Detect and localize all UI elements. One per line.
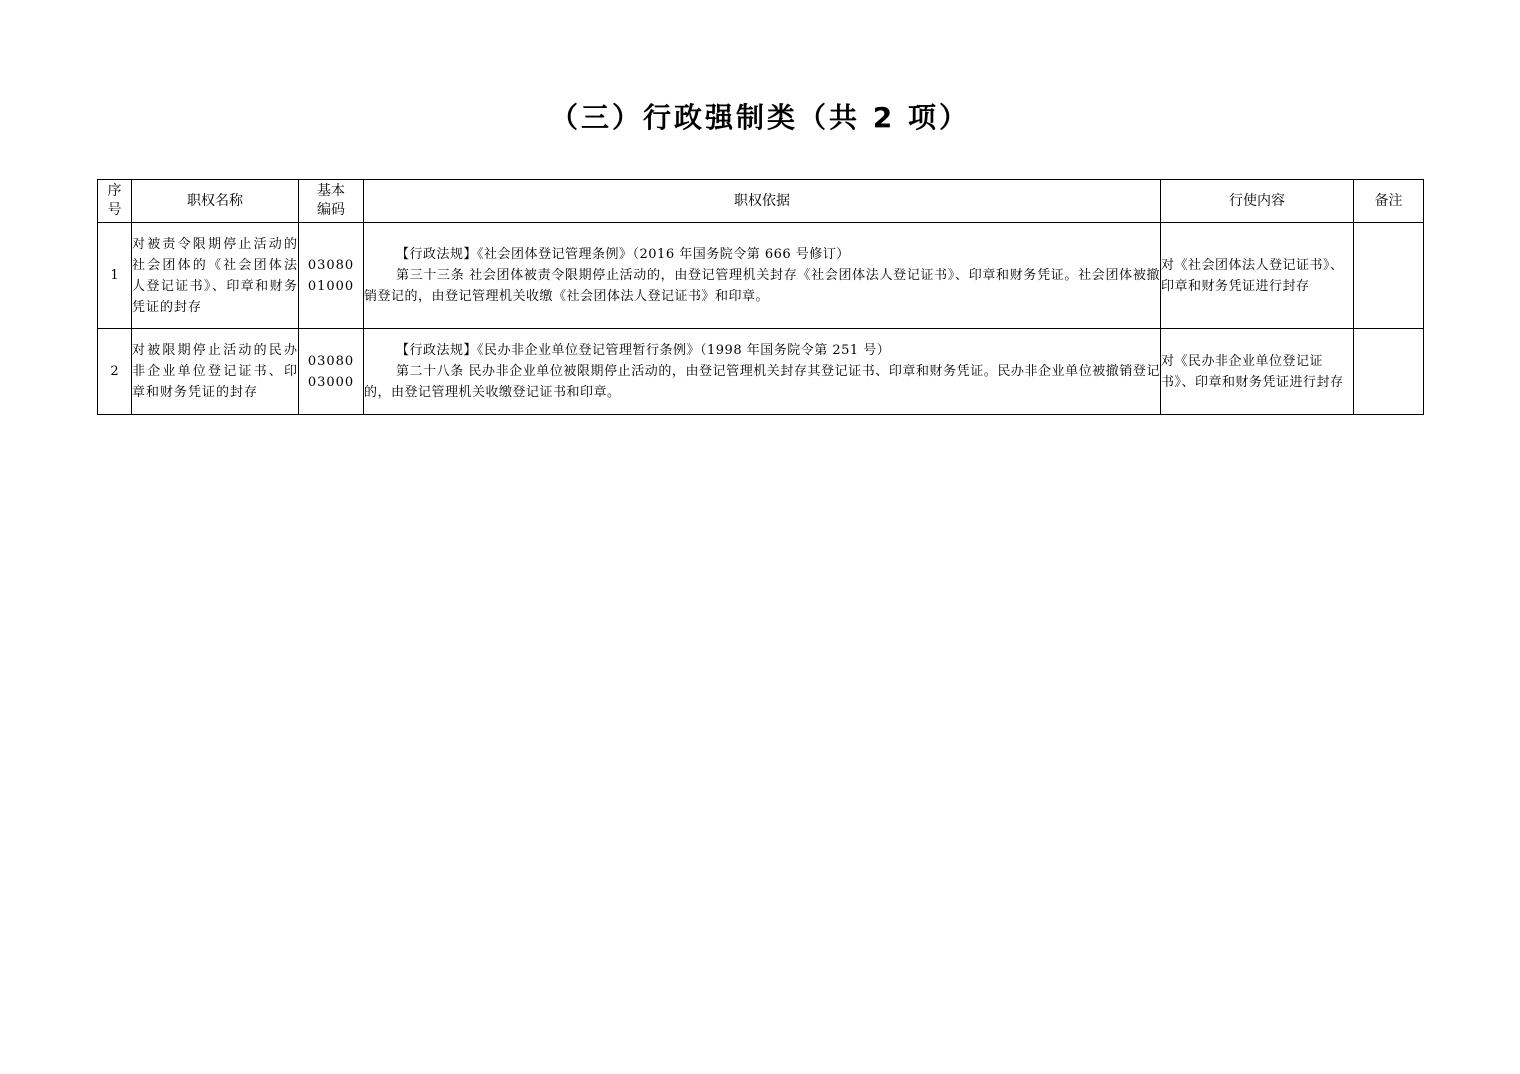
- header-code: [299, 180, 364, 223]
- row-number: 2: [98, 329, 132, 415]
- exercise-content: 对《民办非企业单位登记证书》、印章和财务凭证进行封存: [1161, 329, 1354, 415]
- header-note: 备注: [1354, 180, 1424, 223]
- header-no: [98, 180, 132, 223]
- note-cell: [1354, 223, 1424, 329]
- header-code-label: 基本编码: [317, 183, 345, 218]
- header-name: 职权名称: [132, 180, 299, 223]
- basis-article: 第三十三条 社会团体被责令限期停止活动的，由登记管理机关封存《社会团体法人登记证书》、印章和财务凭证。社会团体被撤销登记的，由登记管理机关收缴《社会团体法人登记证书》和印章。: [364, 268, 1160, 304]
- note-cell: [1354, 329, 1424, 415]
- basic-code-line: 01000: [307, 278, 355, 294]
- header-no-label: 序号: [107, 183, 122, 218]
- basis-regulation: 【行政法规】《社会团体登记管理条例》（2016 年国务院令第 666 号修订）: [396, 247, 850, 262]
- basic-code: [299, 223, 364, 329]
- basic-code-line: 03080: [307, 353, 355, 369]
- header-basis: 职权依据: [364, 180, 1161, 223]
- row-number: 1: [98, 223, 132, 329]
- power-basis: [364, 223, 1161, 329]
- header-content: 行使内容: [1161, 180, 1354, 223]
- power-basis: [364, 329, 1161, 415]
- table-row: [98, 223, 1424, 329]
- basic-code-line: 03000: [307, 374, 355, 390]
- basic-code-line: 03080: [307, 257, 355, 273]
- table-header-row: [98, 180, 1424, 223]
- basis-article: 第二十八条 民办非企业单位被限期停止活动的，由登记管理机关封存其登记证书、印章和财务凭证。民办非企业单位被撤销登记的，由登记管理机关收缴登记证书和印章。: [364, 364, 1160, 400]
- table-row: [98, 329, 1424, 415]
- basis-regulation: 【行政法规】《民办非企业单位登记管理暂行条例》（1998 年国务院令第 251 号）: [396, 343, 891, 358]
- power-name: 对被责令限期停止活动的社会团体的《社会团体法人登记证书》、印章和财务凭证的封存: [132, 223, 299, 329]
- basic-code: [299, 329, 364, 415]
- page-title: （三）行政强制类（共 2 项）: [550, 101, 970, 134]
- powers-table: [97, 179, 1424, 415]
- exercise-content: 对《社会团体法人登记证书》、印章和财务凭证进行封存: [1161, 223, 1354, 329]
- power-name: 对被限期停止活动的民办非企业单位登记证书、印章和财务凭证的封存: [132, 329, 299, 415]
